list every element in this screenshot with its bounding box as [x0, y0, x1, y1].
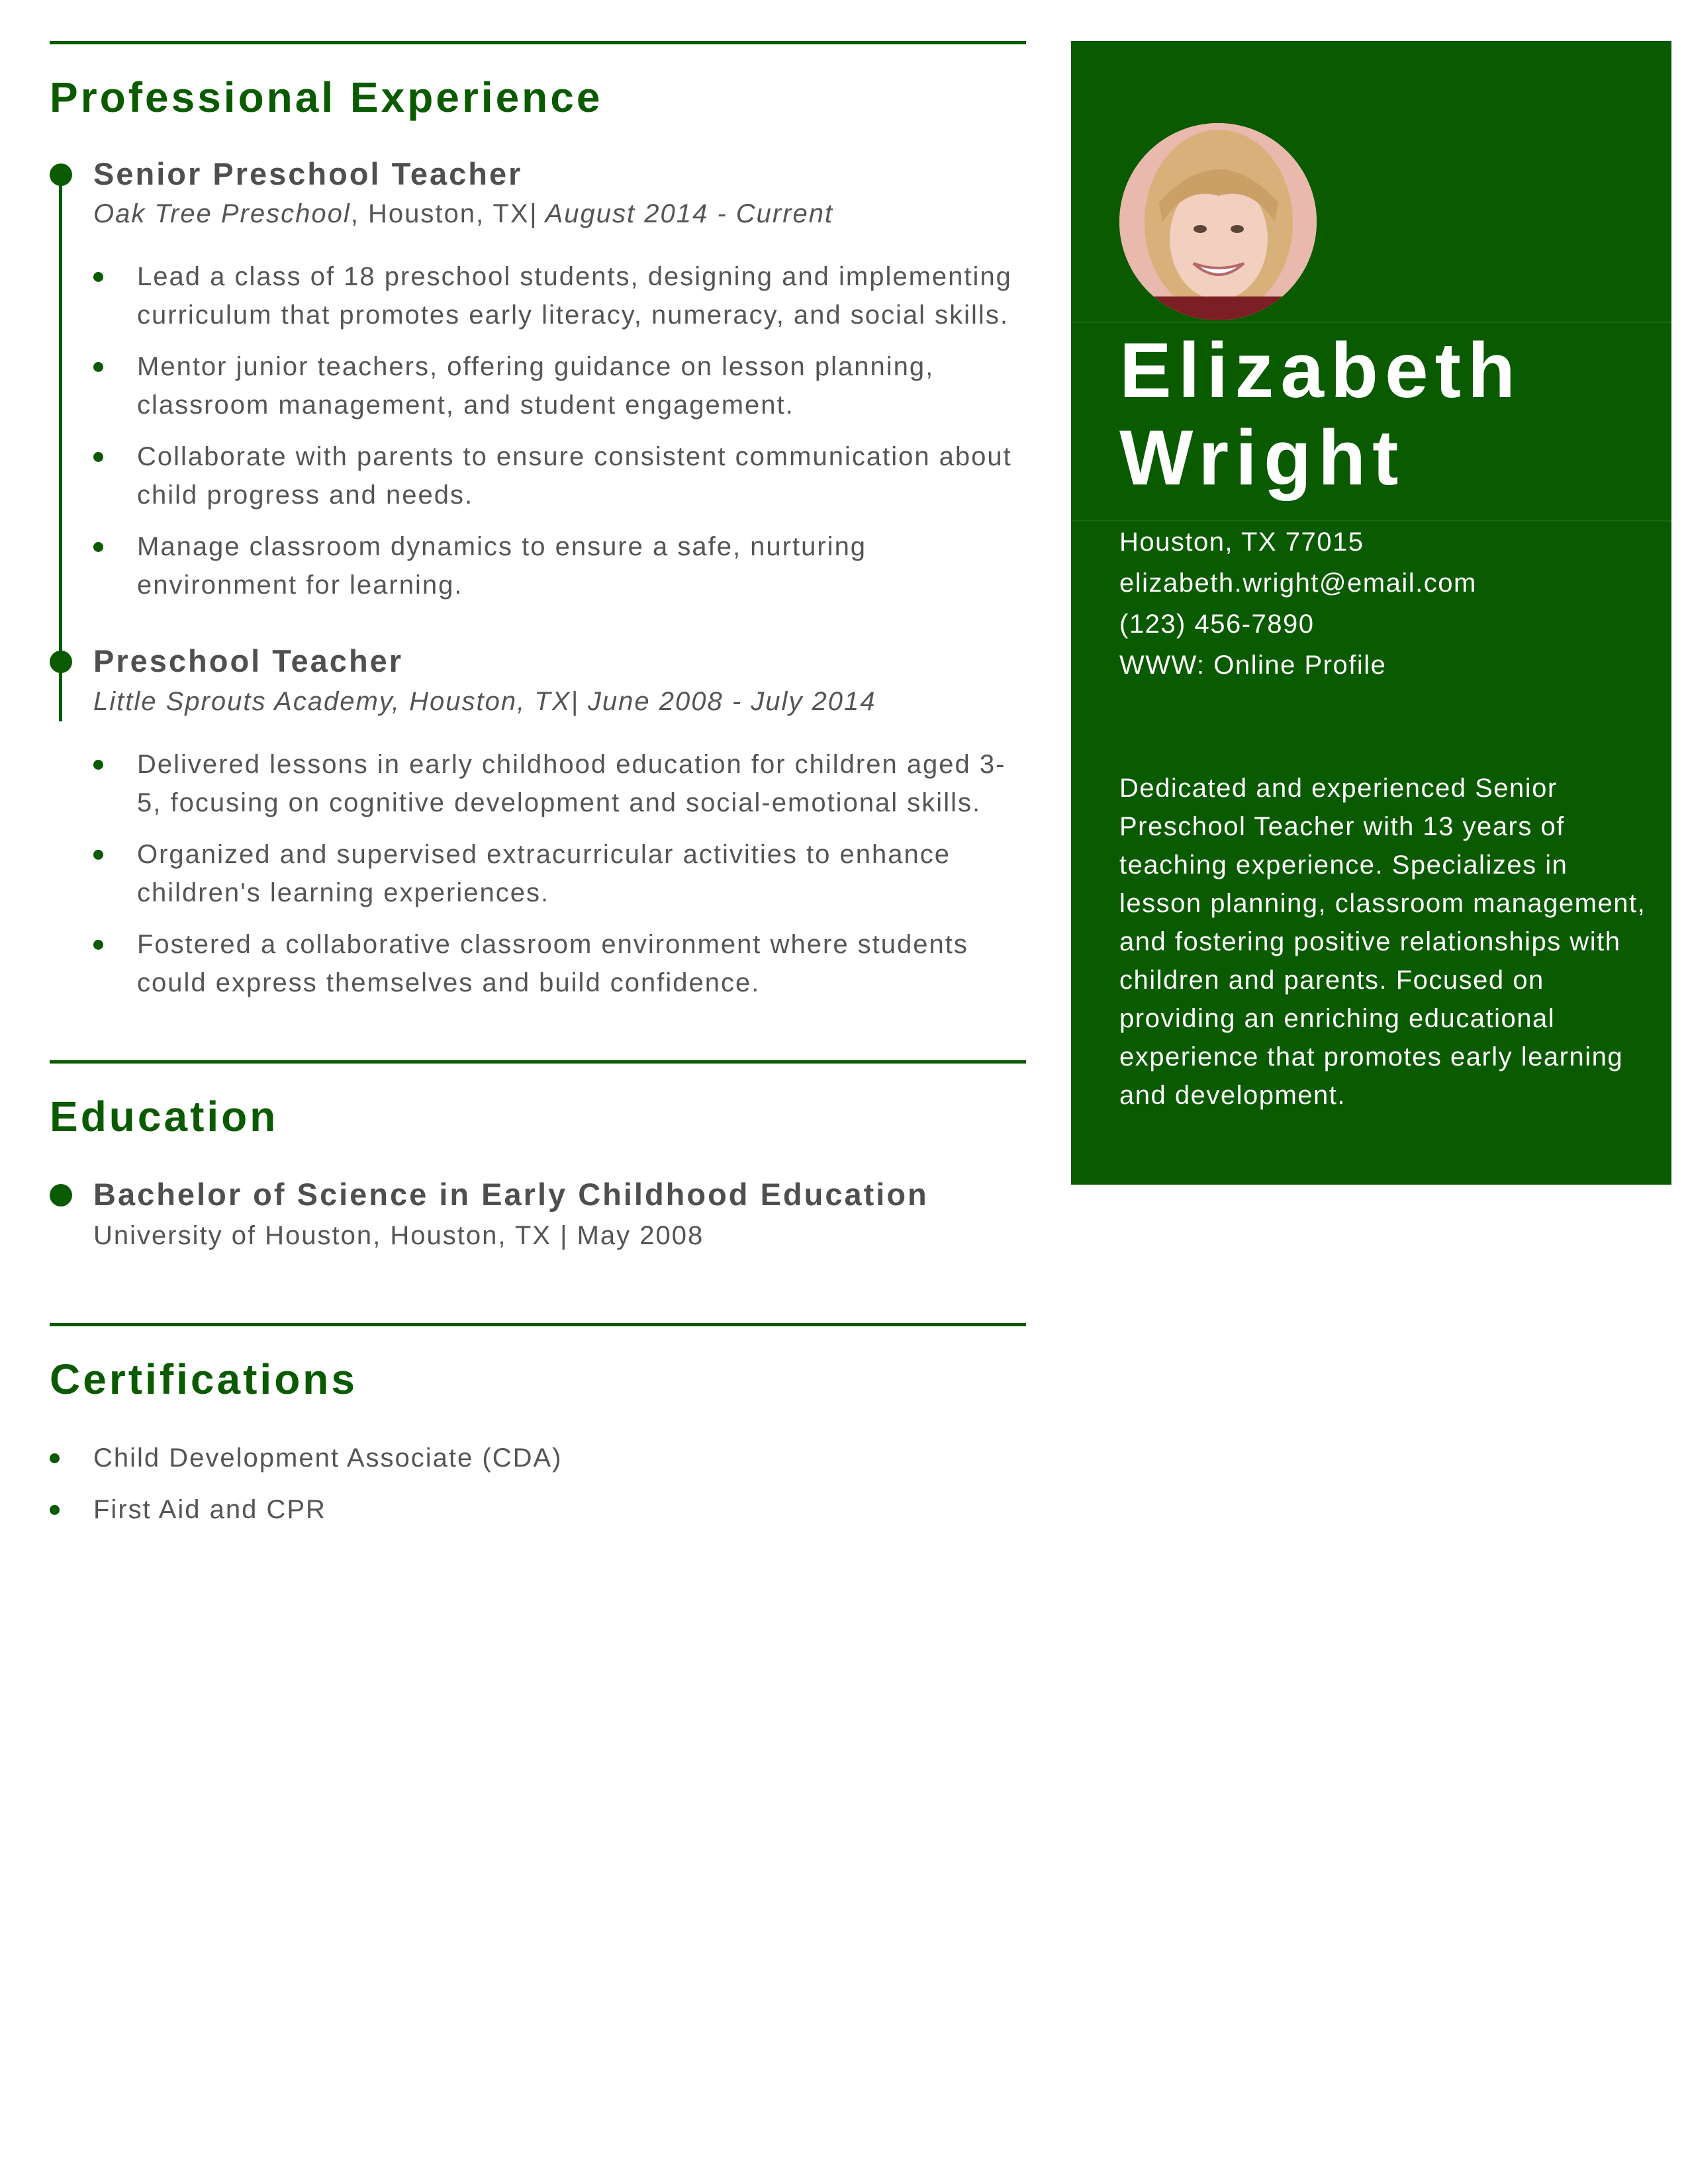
- timeline: [50, 156, 1026, 1002]
- panel-divider: [1071, 322, 1671, 323]
- section-divider: [50, 1060, 1026, 1064]
- timeline-dot: [50, 1184, 72, 1206]
- certifications-list: [50, 1439, 1026, 1529]
- job-title: Senior Preschool Teacher: [93, 156, 523, 191]
- list-item: Manage classroom dynamics to ensure a safe, nurturing environment for learning.: [93, 527, 1026, 604]
- degree-title: Bachelor of Science in Early Childhood Education: [93, 1176, 929, 1212]
- section-title-education: Education: [50, 1092, 279, 1140]
- main-column: [50, 41, 1026, 1542]
- education-section: [50, 1060, 1026, 1253]
- profile-photo-icon: [1119, 123, 1317, 320]
- email-link[interactable]: elizabeth.wright@email.com: [1119, 569, 1477, 598]
- list-item: Child Development Associate (CDA): [50, 1439, 1026, 1477]
- profile-summary: Dedicated and experienced Senior Preschool Teacher with 13 years of teaching experience. Specializes in lesson planning, classroom management, and fostering positive relationships with children and parents. Focused on providing an enriching educational experience that promotes early learning and development.: [1119, 774, 1646, 1110]
- timeline-dot: [50, 163, 72, 186]
- section-divider: [50, 1323, 1026, 1326]
- profile-name: [1119, 327, 1522, 502]
- contact-info: [1119, 522, 1477, 686]
- job-meta: [93, 197, 1026, 231]
- first-name: Elizabeth: [1119, 327, 1522, 414]
- section-divider: [50, 41, 1026, 44]
- list-item: Lead a class of 18 preschool students, designing and implementing curriculum that promotes early literacy, numeracy, and social skills.: [93, 257, 1026, 334]
- address: Houston, TX 77015: [1119, 527, 1364, 557]
- job-location: , Houston, TX: [391, 686, 571, 716]
- job-entry: [50, 156, 1026, 604]
- list-item: Organized and supervised extracurricular activities to enhance children's learning experiences.: [93, 835, 1026, 912]
- list-item: Fostered a collaborative classroom environment where students could express themselves and build confidence.: [93, 925, 1026, 1002]
- phone-number: (123) 456-7890: [1119, 610, 1315, 639]
- job-company: Little Sprouts Academy: [93, 686, 392, 716]
- job-title: Preschool Teacher: [93, 643, 404, 679]
- experience-section: [50, 41, 1026, 1002]
- website-link[interactable]: WWW: Online Profile: [1119, 651, 1387, 680]
- job-bullets: [93, 257, 1026, 604]
- education-entry: [50, 1176, 1026, 1253]
- list-item: Delivered lessons in early childhood education for children aged 3-5, focusing on cognitive development and social-emotional skills.: [93, 745, 1026, 822]
- section-title-certifications: Certifications: [50, 1355, 357, 1404]
- job-entry: [50, 643, 1026, 1001]
- job-dates: | June 2008 - July 2014: [571, 686, 876, 716]
- job-location: , Houston, TX: [350, 199, 530, 229]
- profile-panel: [1071, 41, 1671, 1185]
- list-item: Mentor junior teachers, offering guidance on lesson planning, classroom management, and student engagement.: [93, 347, 1026, 424]
- job-company: Oak Tree Preschool: [93, 199, 351, 229]
- job-dates: | August 2014 - Current: [529, 199, 834, 229]
- certifications-section: [50, 1323, 1026, 1529]
- last-name: Wright: [1119, 414, 1405, 502]
- timeline-dot: [50, 651, 72, 673]
- list-item: First Aid and CPR: [50, 1490, 1026, 1529]
- job-bullets: [93, 745, 1026, 1002]
- degree-details: University of Houston, Houston, TX | May 2008: [93, 1221, 704, 1251]
- avatar: [1119, 123, 1317, 320]
- job-meta: [93, 684, 1026, 719]
- section-title-experience: Professional Experience: [50, 73, 603, 121]
- list-item: Collaborate with parents to ensure consistent communication about child progress and needs.: [93, 437, 1026, 514]
